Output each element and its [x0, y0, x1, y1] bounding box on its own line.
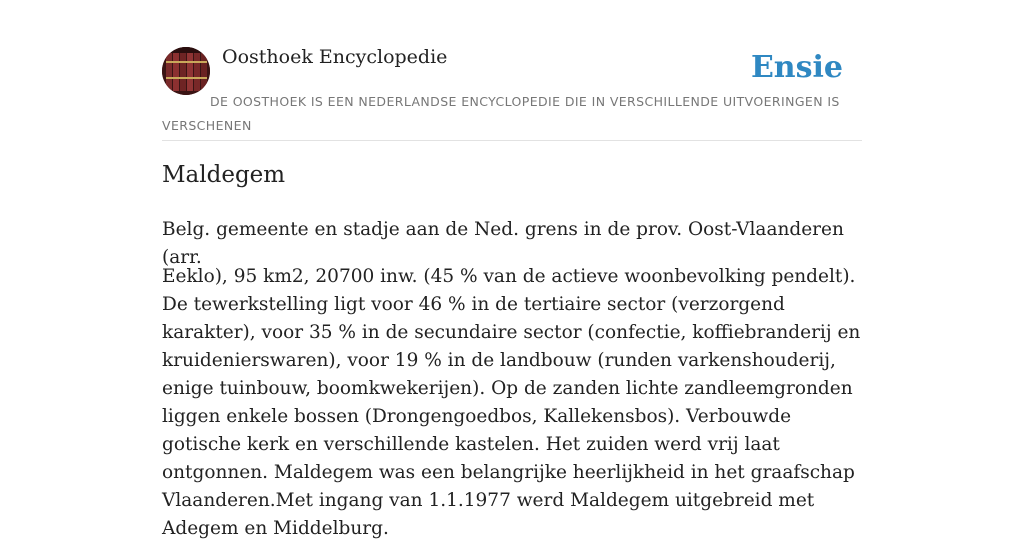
site-header — [162, 0, 862, 141]
site-tagline: DE OOSTHOEK IS EEN NEDERLANDSE ENCYCLOPEDIE DIE IN VERSCHILLENDE UITVOERINGEN IS VERSCHENEN — [162, 94, 840, 133]
book-spines-icon[interactable] — [162, 47, 210, 95]
page-container — [162, 0, 862, 539]
article-paragraph: Eeklo), 95 km2, 20700 inw. (45 % van de actieve woonbevolking pendelt). De tewerkstelling ligt voor 46 % in de tertiaire sector (verzorgend karakter), voor 35 % in de secundaire sector (confectie, koffiebranderij en kruidenierswaren), voor 19 % in de landbouw (runden varkenshouderij, enige tuinbouw, boomkwekerijen). Op de zanden lichte zandleemgronden liggen enkele bossen (Drongengoedbos, Kallekensbos). Verbouwde gotische kerk en verschillende kastelen. Het zuiden werd vrij laat ontgonnen. Maldegem was een belangrijke heerlijkheid in het graafschap Vlaanderen.Met ingang van 1.1.1977 werd Maldegem uitgebreid met Adegem en Middelburg. — [162, 266, 861, 539]
article-title: Maldegem — [162, 162, 286, 188]
article-paragraph: Belg. gemeente en stadje aan de Ned. grens in de prov. Oost-Vlaanderen (arr. — [162, 219, 844, 268]
brand-logo[interactable]: Ensie — [750, 50, 843, 85]
site-name[interactable]: Oosthoek Encyclopedie — [222, 46, 448, 68]
